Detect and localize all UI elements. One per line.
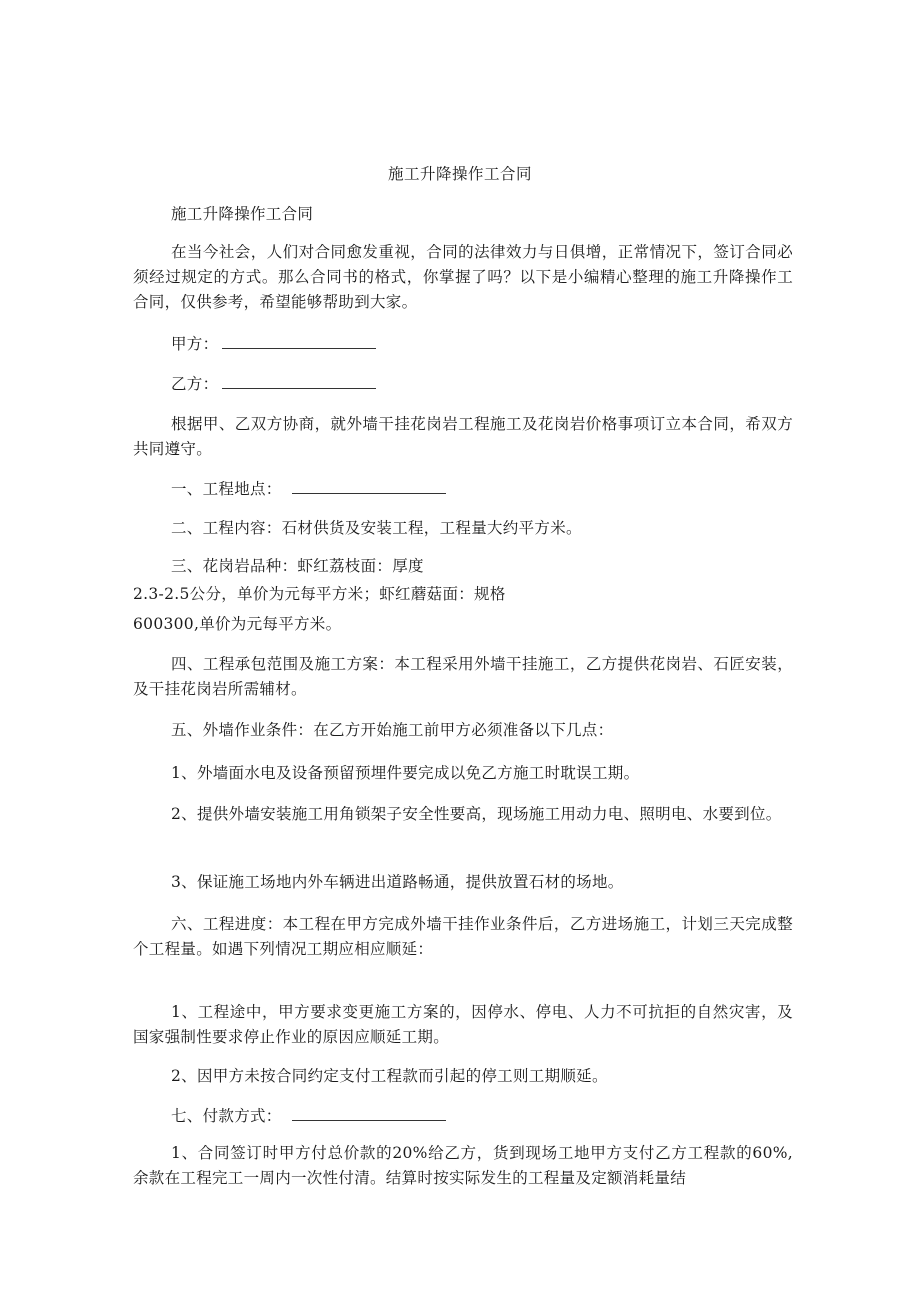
item7-blank (292, 1105, 446, 1121)
item7-label: 七、付款方式： (171, 1107, 282, 1125)
party-a-blank (222, 333, 376, 349)
item6-2-paragraph: 2、因甲方未按合同约定支付工程款而引起的停工则工期顺延。 (171, 1067, 608, 1085)
heading-repeat: 施工升降操作工合同 (171, 205, 314, 223)
item6-paragraph: 六、工程进度：本工程在甲方完成外墙干挂作业条件后，乙方进场施工，计划三天完成整个工程量。如遇下列情况工期应相应顺延： (133, 915, 793, 958)
item1-blank (292, 478, 446, 494)
item7-1-paragraph: 1、合同签订时甲方付总价款的20%给乙方，货到现场工地甲方支付乙方工程款的60%,余款在工程完工一周内一次性付清。结算时按实际发生的工程量及定额消耗量结 (133, 1144, 793, 1187)
item6-1-paragraph: 1、工程途中，甲方要求变更施工方案的，因停水、停电、人力不可抗拒的自然灾害，及国家强制性要求停止作业的原因应顺延工期。 (133, 1003, 793, 1046)
document-title: 施工升降操作工合同 (387, 165, 532, 183)
item2-paragraph: 二、工程内容：石材供货及安装工程，工程量大约平方米。 (171, 519, 582, 537)
item3-line3: 600300,单价为元每平方米。 (133, 615, 342, 633)
party-b-blank (222, 373, 376, 389)
item3-line2: 2.3-2.5公分，单价为元每平方米；虾红蘑菇面：规格 (133, 585, 506, 603)
basis-paragraph: 根据甲、乙双方协商，就外墙干挂花岗岩工程施工及花岗岩价格事项订立本合同，希双方共同遵守。 (133, 415, 793, 458)
party-b-line (133, 372, 793, 397)
item5-2-paragraph: 2、提供外墙安装施工用角锁架子安全性要高，现场施工用动力电、照明电、水要到位。 (171, 805, 782, 823)
item7-line (133, 1104, 793, 1129)
item1-label: 一、工程地点： (171, 480, 282, 498)
party-a-line (133, 332, 793, 357)
item3-paragraph (133, 554, 793, 579)
item5-3-paragraph: 3、保证施工场地内外车辆进出道路畅通，提供放置石材的场地。 (171, 873, 624, 891)
party-b-label: 乙方： (171, 375, 219, 393)
intro-paragraph: 在当今社会，人们对合同愈发重视，合同的法律效力与日俱增，正常情况下，签订合同必须经过规定的方式。那么合同书的格式，你掌握了吗？以下是小编精心整理的施工升降操作工合同，仅供参考，希望能够帮助到大家。 (133, 243, 793, 311)
item4-paragraph: 四、工程承包范围及施工方案：本工程采用外墙干挂施工，乙方提供花岗岩、石匠安装，及干挂花岗岩所需辅材。 (133, 655, 793, 698)
item5-1-paragraph: 1、外墙面水电及设备预留预埋件要完成以免乙方施工时耽误工期。 (171, 764, 640, 782)
item3-line1: 三、花岗岩品种：虾红荔枝面：厚度 (171, 557, 424, 575)
item5-paragraph: 五、外墙作业条件：在乙方开始施工前甲方必须准备以下几点： (171, 721, 614, 739)
item1-line (133, 477, 793, 502)
party-a-label: 甲方： (171, 335, 219, 353)
